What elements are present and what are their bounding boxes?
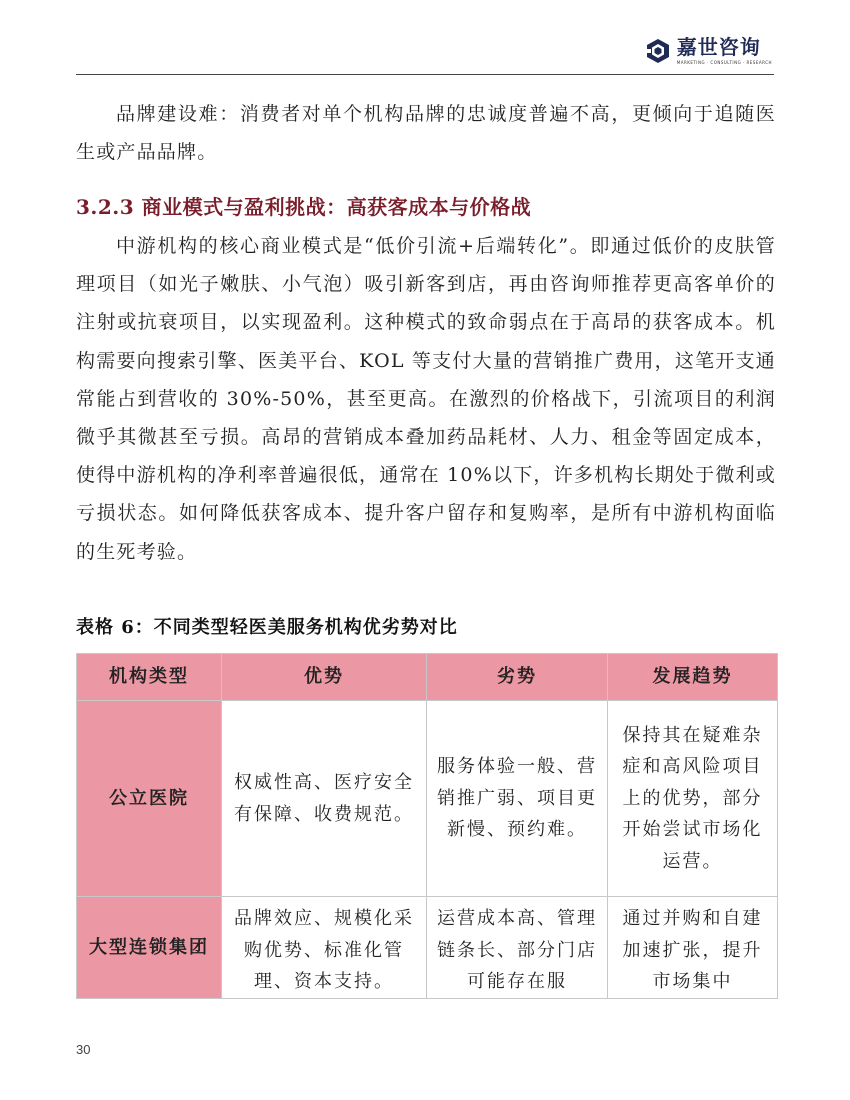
jiashi-logo-icon [645,38,671,64]
page-number: 30 [76,1042,91,1057]
row-type: 公立医院 [77,701,222,897]
header-divider [76,74,774,75]
cell-disadvantages: 运营成本高、管理链条长、部分门店可能存在服 [427,897,608,999]
table-row [77,701,778,897]
header-disadvantages: 劣势 [427,654,608,701]
cell-disadvantages: 服务体验一般、营销推广弱、项目更新慢、预约难。 [427,701,608,897]
table-header-row [77,654,778,701]
brand-name: 嘉世咨询 [676,35,761,59]
cell-trend: 通过并购和自建加速扩张，提升市场集中 [608,897,778,999]
header-type: 机构类型 [77,654,222,701]
paragraph-brand-building: 品牌建设难：消费者对单个机构品牌的忠诚度普遍不高，更倾向于追随医生或产品品牌。 [76,103,776,164]
table-caption: 表格 6：不同类型轻医美服务机构优劣势对比 [76,617,458,638]
table-row [77,897,778,999]
paragraph-business-model: 中游机构的核心商业模式是“低价引流+后端转化”。即通过低价的皮肤管理项目（如光子嫩肤、小气泡）吸引新客到店，再由咨询师推荐更高客单价的注射或抗衰项目，以实现盈利。这种模式的致命弱点在于高昂的获客成本。机构需要向搜索引擎、医美平台、KOL 等支付大量的营销推广费用，这笔开支通常能占到营收的 30%-50%，甚至更高。在激烈的价格战下，引流项目的利润微乎其微甚至亏损。高昂的营销成本叠加药品耗材、人力、租金等固定成本，使得中游机构的净利率普遍很低，通常在 10%以下，许多机构长期处于微利或亏损状态。如何降低获客成本、提升客户留存和复购率，是所有中游机构面临的生死考验。 [76,235,776,563]
cell-advantages: 权威性高、医疗安全有保障、收费规范。 [222,701,427,897]
header-advantages: 优势 [222,654,427,701]
brand-logo [645,36,772,65]
cell-advantages: 品牌效应、规模化采购优势、标准化管理、资本支持。 [222,897,427,999]
brand-tagline: MARKETING · CONSULTING · RESEARCH [676,60,772,65]
section-heading: 3.2.3 商业模式与盈利挑战：高获客成本与价格战 [76,195,532,219]
header-trend: 发展趋势 [608,654,778,701]
comparison-table [76,653,778,999]
cell-trend: 保持其在疑难杂症和高风险项目上的优势，部分开始尝试市场化运营。 [608,701,778,897]
row-type: 大型连锁集团 [77,897,222,999]
